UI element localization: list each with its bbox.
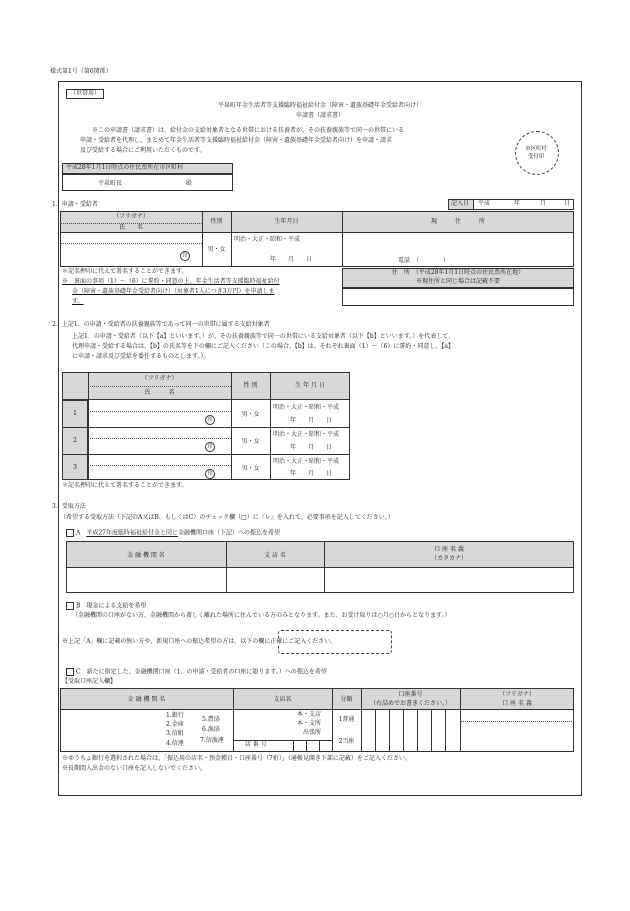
s1-furigana-label: （フリガナ） xyxy=(113,213,149,220)
bank-type-1[interactable]: 1.銀行 xyxy=(166,712,184,719)
c-class-header: 分類 xyxy=(340,696,353,703)
s1-jusho-note: ※現住所と同じ場合は記載不要 xyxy=(415,278,500,285)
s1-name-input[interactable] xyxy=(64,245,174,263)
c-branch-header: 支店名 xyxy=(273,696,292,703)
household-tag: （世帯用） xyxy=(66,89,104,99)
bank-type-5[interactable]: 5.農協 xyxy=(202,716,220,723)
option-c[interactable]: C 新たに指定した、金融機関口座（1．の申請・受給者の口座に限ります。）への振込を希望 xyxy=(66,668,327,677)
s1-birth-date[interactable]: 年 月 日 xyxy=(270,256,313,263)
residence-header-text: 平成28年1月1日時点の住民票所在市区町村 xyxy=(66,164,184,171)
class-checking[interactable]: 2当座 xyxy=(338,738,355,745)
intro-line-1: ※この申請書（請求書）は、給付金の支給対象者となる世帯における扶養者が、その扶養親族等で同一の世帯にいる xyxy=(92,127,405,134)
branch-type-3[interactable]: 出張所 xyxy=(303,729,322,736)
s1-sex-option[interactable]: 男・女 xyxy=(207,246,226,253)
mayor-label: 平泉町長 xyxy=(98,180,123,187)
s1-signature-note: ＊記名押印に代えて署名することができます。 xyxy=(62,268,188,275)
s2-sex-option[interactable]: 男・女 xyxy=(241,465,260,472)
c-kana-header: （フリガナ） xyxy=(499,691,535,698)
section2-heading: 2．上記1．の申請・受給者の扶養親族等であって同一の世帯に属する支給対象者 xyxy=(52,321,270,328)
c-bank-header: 金 融 機 関 名 xyxy=(127,696,166,703)
a-holder-input[interactable] xyxy=(326,570,572,591)
s1-phone-field[interactable]: 電話 （ ） xyxy=(398,257,450,264)
s2-signature-note: ＊記名押印に代えて署名することができます。 xyxy=(62,482,188,489)
reception-stamp-circle xyxy=(515,131,559,175)
branch-type-2[interactable]: 本・支所 xyxy=(297,720,322,727)
s2-birth-header: 生 年 月 日 xyxy=(295,382,325,389)
s1-address-header: 現 住 所 xyxy=(430,218,485,225)
bank-type-7[interactable]: 7.信漁連 xyxy=(200,737,224,744)
s2-seal-mark: 印 xyxy=(205,442,215,452)
form-subtitle: 申請書（請求書） xyxy=(295,112,344,119)
s1-sex-header: 性別 xyxy=(210,218,223,225)
s1-name-label: 氏 名 xyxy=(118,224,143,231)
a-holder-kana: （カタカナ） xyxy=(430,555,467,562)
c-account-header: 口座番号 xyxy=(398,691,423,698)
s1-jusho-label: 住 所 （平成28年1月1日時点の住民票所在地） xyxy=(391,269,525,276)
class-ordinary[interactable]: 1普通 xyxy=(338,716,355,723)
option-b-checkbox[interactable] xyxy=(66,602,74,610)
s2-era-options[interactable]: 明治・大正・昭和・平成 xyxy=(273,404,340,411)
s1-furigana-input[interactable] xyxy=(64,234,194,243)
s2-text-1: 上記1．の申請・受給者（以下【a】といいます。）が、その扶養親族等で同一の世帯にいる支給対象者（以下【b】といいます。）を代表して、 xyxy=(72,333,455,340)
s2-era-options[interactable]: 明治・大正・昭和・平成 xyxy=(273,431,340,438)
a-branch-input[interactable] xyxy=(228,570,322,591)
s2-era-options[interactable]: 明治・大正・昭和・平成 xyxy=(273,458,340,465)
s2-sex-option[interactable]: 男・女 xyxy=(241,438,260,445)
entry-month: 月 xyxy=(540,200,547,207)
s2-seal-mark: 印 xyxy=(205,415,215,425)
option-a-checkbox[interactable] xyxy=(66,529,74,537)
s3-hint: （希望する受取方法（下記のA又はB、もしくはC）のチェック欄（□）に『レ』を入れて、必要事項を記入してください。） xyxy=(60,514,394,521)
s2-name-label: 氏 名 xyxy=(144,389,175,396)
option-a[interactable]: A 平成27年度臨時福祉給付金と同じ金融機関口座（下記）への振込を希望 xyxy=(66,529,280,538)
s2-sex-header: 性 別 xyxy=(243,382,258,389)
stamp-label-2: 受付印 xyxy=(527,154,545,160)
s2-furigana-label: （フリガナ） xyxy=(141,375,178,382)
s2-birth-date[interactable]: 年 月 日 xyxy=(290,417,333,424)
section1-heading: 1．申請・受給者 xyxy=(52,201,98,208)
option-b-note: （金融機関の口座がない方、金融機関から著しく離れた場所に住んでいる方のみとなります。また、お受け取りは○月○日からとなります。） xyxy=(72,612,451,619)
entry-year: 年 xyxy=(514,200,521,207)
intro-line-2: 申請・受給者を代理し、まとめて年金生活者等支援臨時福祉給付金（障害・遺族基礎年金受給者向け）を申請・請求 xyxy=(80,137,393,144)
section3-heading: 3．受取方法 xyxy=(52,503,86,510)
stamp-label-1: 市区町村 xyxy=(525,146,547,152)
entry-heisei: 平成 xyxy=(478,200,491,207)
branch-type-1[interactable]: 本・支店 xyxy=(297,711,322,718)
s2-birth-date[interactable]: 年 月 日 xyxy=(290,470,333,477)
c-note-1: ※ゆうちょ銀行を選択された場合は、「振込用の店名・預金種目・口座番号（7桁）」（通帳見開き下部に記載）をご記入ください。 xyxy=(62,755,411,762)
dono-label: 殿 xyxy=(186,180,193,187)
a-bank-input[interactable] xyxy=(68,570,224,591)
note-a: ※上記「A」欄に記載の無い方や、新規口座への振込希望の方は、以下の欄に正確にご記入ください。 xyxy=(62,638,337,645)
s2-sex-option[interactable]: 男・女 xyxy=(241,411,260,418)
s1-consent-line-1: ※ 裏面の事項（1）～（6）に誓約・同意の上、年金生活者等支援臨時福祉給付 xyxy=(62,278,280,285)
s2-text-3: に申請・請求及び受給を委任するものとします。）。 xyxy=(72,353,210,360)
bank-type-3[interactable]: 3.信組 xyxy=(166,730,184,737)
s1-consent-line-3: す。 xyxy=(72,298,84,305)
s2-text-2: 代理申請・受給する場合は、【b】の氏名等を下の欄にご記入ください（この場合、【b】は、それぞれ裏面（1）～（6）に誓約・同意し、【a】 xyxy=(72,343,454,350)
s1-seal-mark: 印 xyxy=(180,251,190,261)
s2-seal-mark: 印 xyxy=(205,469,215,479)
a-bank-header: 金 融 機 関 名 xyxy=(127,552,165,559)
bank-type-6[interactable]: 6.漁協 xyxy=(202,726,220,733)
a-branch-header: 支 店 名 xyxy=(264,552,286,559)
s1-birth-header: 生年月日 xyxy=(274,218,299,225)
branch-number-label: 店 番 号 xyxy=(245,741,267,748)
s1-address-input[interactable] xyxy=(346,236,570,252)
s1-era-options[interactable]: 明治・大正・昭和・平成 xyxy=(234,236,301,243)
option-b[interactable]: B 現金による支給を希望 xyxy=(66,602,146,611)
c-note-2: ※長期間入出金のない口座を記入しないでください。 xyxy=(62,765,207,772)
s1-consent-line-2: 金（障害・遺族基礎年金受給者向け）（対象者1人につき3万円）を申請しま xyxy=(72,288,275,295)
s1-jusho-input[interactable] xyxy=(342,288,574,306)
mayor-box xyxy=(62,174,233,191)
entry-date-label: 記入日 xyxy=(451,200,470,207)
s2-birth-date[interactable]: 年 月 日 xyxy=(290,444,333,451)
c-account-note: （右詰めでお書きください。） xyxy=(369,700,451,707)
entry-day: 日 xyxy=(564,200,571,207)
form-number: 様式第1号（第6関係） xyxy=(50,68,112,75)
s2-row-number: 3 xyxy=(73,464,77,471)
receive-account-header: 【受取口座記入欄】 xyxy=(62,678,117,685)
form-title: 平泉町年金生活者等支援臨時福祉給付金（障害・遺族基礎年金受給者向け） xyxy=(217,102,422,109)
bank-type-4[interactable]: 4.信連 xyxy=(166,740,184,747)
bank-type-2[interactable]: 2.金庫 xyxy=(166,721,184,728)
s2-row-number: 1 xyxy=(73,410,77,417)
s2-row-number: 2 xyxy=(73,437,77,444)
a-holder-header: 口 座 名 義 xyxy=(434,546,464,553)
c-holder-header: 口 座 名 義 xyxy=(502,700,532,707)
option-c-checkbox[interactable] xyxy=(66,668,74,676)
intro-line-3: 及び受給する場合にご利用いただくものです。 xyxy=(80,147,206,154)
